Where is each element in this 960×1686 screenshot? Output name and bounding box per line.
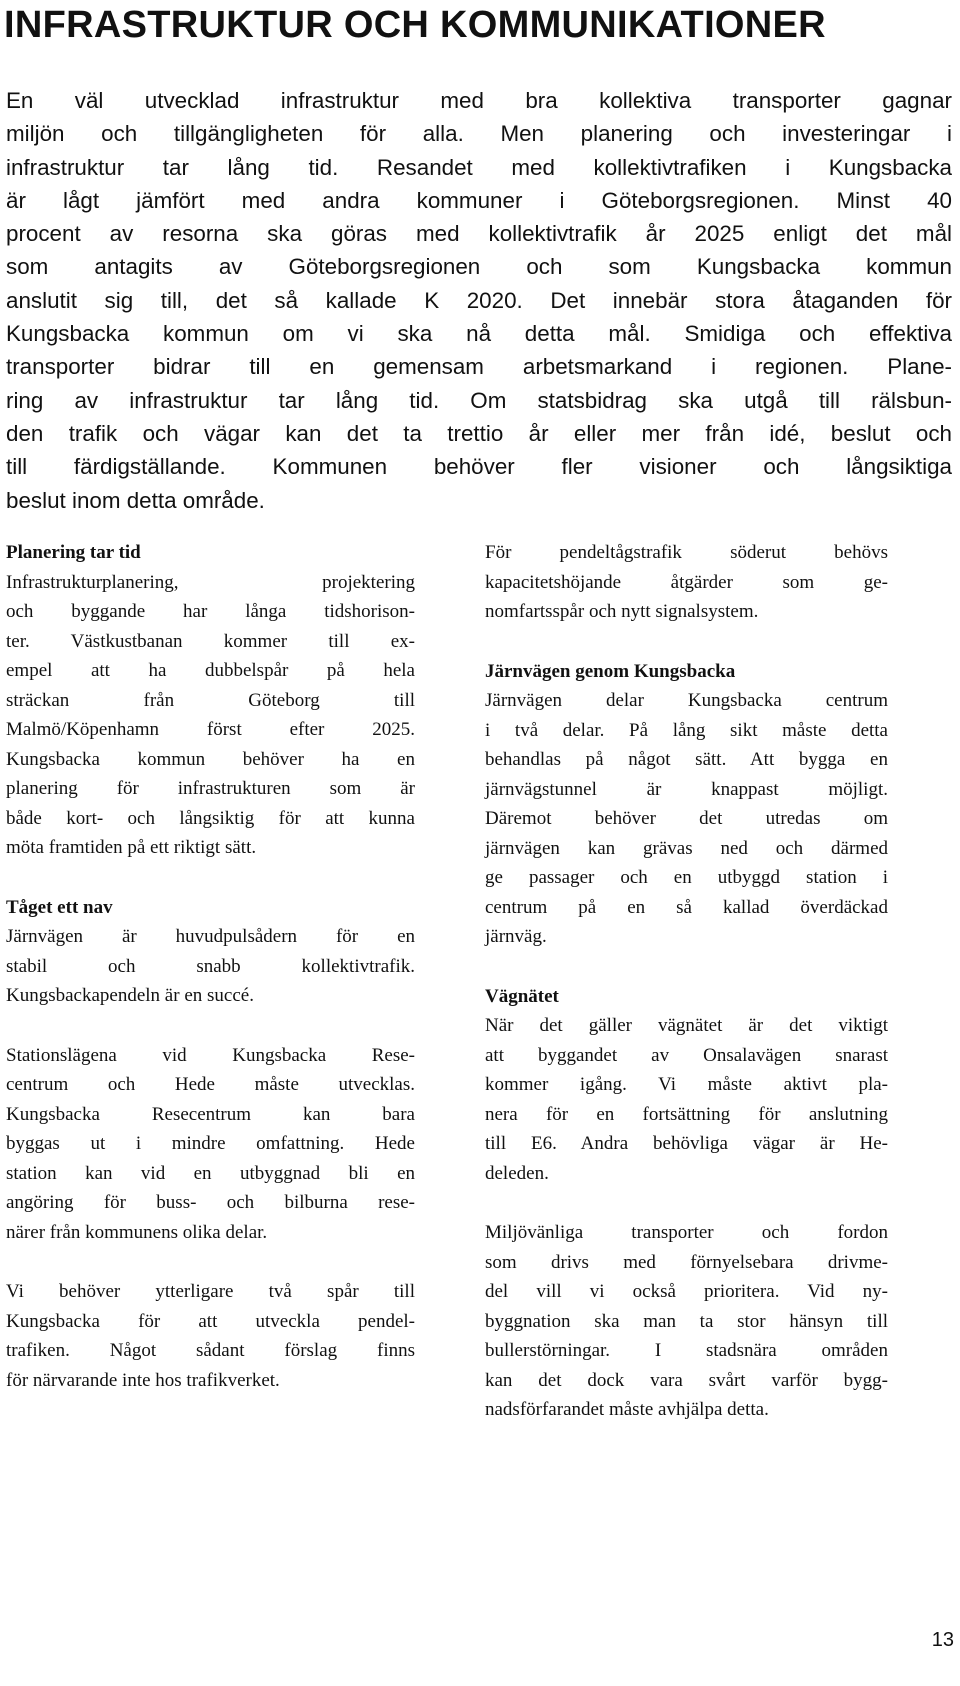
body-line: som drivs med förnyelsebara drivme- [485, 1251, 888, 1273]
right-column [485, 538, 888, 1425]
intro-line: infrastruktur tar lång tid. Resandet med kollektivtrafiken i Kungsbacka [6, 154, 952, 180]
spacer [6, 1011, 415, 1041]
body-line: planering för infrastrukturen som är [6, 778, 415, 799]
body-line: kapacitetshöjande åtgärder som ge- [485, 571, 888, 593]
page-number: 13 [931, 1629, 954, 1651]
section-pendeltag [485, 538, 888, 627]
body-line: järnväg. [485, 926, 547, 947]
body-line: Vi behöver ytterligare två spår till [6, 1281, 415, 1302]
body-line: Kungsbacka Resecentrum kan bara [6, 1103, 415, 1125]
section-stationer [6, 1041, 415, 1248]
intro-line: till färdigställande. Kommunen behöver fler visioner och långsiktiga [6, 454, 952, 480]
body-line: När det gäller vägnätet är det viktigt [485, 1015, 888, 1036]
body-line: ter. Västkustbanan kommer till ex- [6, 630, 415, 652]
body-line: Järnvägen delar Kungsbacka centrum [485, 690, 888, 711]
section-jarnvagen [485, 657, 888, 952]
intro-paragraph [6, 84, 952, 517]
body-line: både kort- och långsiktig för att kunna [6, 807, 415, 829]
body-line: centrum på en så kallad överdäckad [485, 896, 888, 918]
body-line: till E6. Andra behövliga vägar är He- [485, 1133, 888, 1154]
body-line: stabil och snabb kollektivtrafik. [6, 955, 415, 977]
body-line: byggnation ska man ta stor hänsyn till [485, 1310, 888, 1332]
body-line: ge passager och en utbyggd station i [485, 867, 888, 888]
body-line: deleden. [485, 1162, 549, 1184]
section-heading: Tåget ett nav [6, 896, 113, 918]
body-line: sträckan från Göteborg till [6, 689, 415, 711]
body-line: Kungsbacka för att utveckla pendel- [6, 1310, 415, 1332]
left-column [6, 538, 415, 1395]
intro-line: ring av infrastruktur tar lång tid. Om statsbidrag ska utgå till rälsbun- [6, 387, 952, 413]
body-line: Järnvägen är huvudpulsådern för en [6, 926, 415, 947]
body-line: Kungsbacka kommun behöver ha en [6, 748, 415, 770]
body-line: för närvarande inte hos trafikverket. [6, 1369, 280, 1391]
body-line: möta framtiden på ett riktigt sätt. [6, 837, 257, 858]
intro-line: procent av resorna ska göras med kollektivtrafik år 2025 enligt det mål [6, 221, 952, 247]
body-line: nera för en fortsättning för anslutning [485, 1103, 888, 1125]
section-vagnatet [485, 982, 888, 1189]
body-line: byggas ut i mindre omfattning. Hede [6, 1133, 415, 1154]
intro-line: miljön och tillgängligheten för alla. Men planering och investeringar i [6, 121, 952, 147]
intro-line: En väl utvecklad infrastruktur med bra kollektiva transporter gagnar [6, 88, 952, 113]
intro-line: beslut inom detta område. [6, 487, 265, 513]
body-line: närer från kommunens olika delar. [6, 1221, 268, 1243]
intro-line: anslutit sig till, det så kallade K 2020. Det innebär stora åtaganden för [6, 287, 952, 313]
body-line: järnvägstunnel är knappast möjligt. [485, 778, 888, 800]
page-title: INFRASTRUKTUR OCH KOMMUNIKATIONER [4, 4, 826, 46]
body-line: kommer igång. Vi måste aktivt pla- [485, 1074, 888, 1095]
body-line: behandlas på något sätt. Att bygga en [485, 749, 888, 770]
body-line: järnvägen kan grävas ned och därmed [485, 837, 888, 859]
intro-line: transporter bidrar till en gemensam arbetsmarkand i regionen. Plane- [6, 354, 952, 380]
body-line: Däremot behöver det utredas om [485, 808, 888, 829]
section-heading: Planering tar tid [6, 542, 141, 563]
body-line: centrum och Hede måste utvecklas. [6, 1074, 415, 1095]
section-planering [6, 538, 415, 863]
body-line: del vill vi också prioritera. Vid ny- [485, 1281, 888, 1302]
body-line: Kungsbackapendeln är en succé. [6, 985, 254, 1006]
body-line: i två delar. På lång sikt måste detta [485, 719, 888, 741]
body-line: nomfartsspår och nytt signalsystem. [485, 601, 759, 622]
body-line: och byggande har långa tidshorison- [6, 601, 415, 622]
body-line: trafiken. Något sådant förslag finns [6, 1340, 415, 1361]
spacer [485, 952, 888, 982]
section-spar [6, 1277, 415, 1395]
section-heading: Järnvägen genom Kungsbacka [485, 660, 736, 682]
body-line: station kan vid en utbyggnad bli en [6, 1162, 415, 1184]
body-line: att byggandet av Onsalavägen snarast [485, 1044, 888, 1066]
intro-line: Kungsbacka kommun om vi ska nå detta mål. Smidiga och effektiva [6, 321, 952, 347]
body-line: Stationslägena vid Kungsbacka Rese- [6, 1044, 415, 1066]
body-line: Malmö/Köpenhamn först efter 2025. [6, 719, 415, 740]
section-heading: Vägnätet [485, 985, 559, 1007]
body-line: kan det dock vara svårt varför bygg- [485, 1369, 888, 1391]
intro-line: är lågt jämfört med andra kommuner i Göteborgsregionen. Minst 40 [6, 187, 952, 213]
section-taget [6, 893, 415, 1011]
spacer [6, 1247, 415, 1277]
body-line: För pendeltågstrafik söderut behövs [485, 542, 888, 563]
body-line: empel att ha dubbelspår på hela [6, 660, 415, 681]
body-line: Infrastrukturplanering, projektering [6, 571, 415, 593]
spacer [485, 1188, 888, 1218]
spacer [485, 627, 888, 657]
body-line: bullerstörningar. I stadsnära områden [485, 1340, 888, 1361]
intro-line: den trafik och vägar kan det ta trettio år eller mer från idé, beslut och [6, 420, 952, 446]
body-line: angöring för buss- och bilburna rese- [6, 1192, 415, 1213]
intro-line: som antagits av Göteborgsregionen och som Kungsbacka kommun [6, 254, 952, 280]
spacer [6, 863, 415, 893]
section-miljo [485, 1218, 888, 1425]
body-line: nadsförfarandet måste avhjälpa detta. [485, 1399, 769, 1420]
body-line: Miljövänliga transporter och fordon [485, 1222, 888, 1243]
